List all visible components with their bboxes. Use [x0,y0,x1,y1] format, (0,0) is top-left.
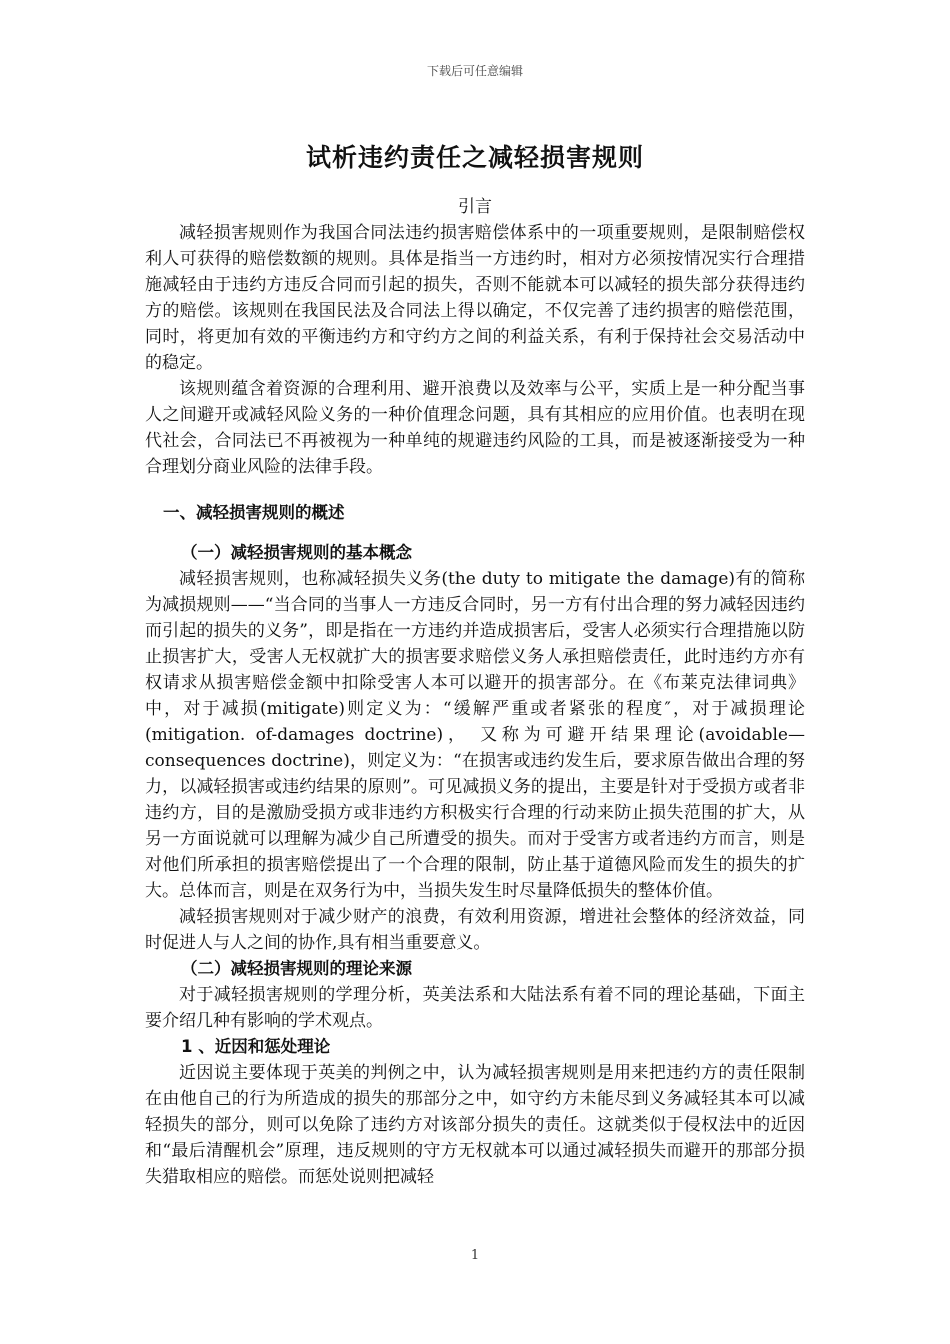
page-number: 1 [470,1248,480,1263]
section-1-2-heading: （二）减轻损害规则的理论来源 [181,959,412,978]
section-1-heading: 一、减轻损害规则的概述 [163,503,345,522]
intro-heading: 引言 [458,197,492,217]
subsection-paragraph-1: 近因说主要体现于英美的判例之中，认为减轻损害规则是用来把违约方的责任限制在由他自己的行为所造成的损失的那部分之中，如守约方未能尽到义务减轻其本可以减轻损失的部分，则可以免除了违约方对该部分损失的责任。这就类似于侵权法中的近因和“最后清醒机会”原理，违反规则的守方无权就本可以通过减轻损失而避开的那部分损失猎取相应的赔偿。而惩处说则把减轻 [145,1063,805,1187]
section-1-1-paragraph-1: 减轻损害规则，也称减轻损失义务(the duty to mitigate the damage)有的简称为减损规则——“当合同的当事人一方违反合同时，另一方有付出合理的努力减轻因违约而引起的损失的义务”，即是指在一方违约并造成损害后，受害人必须实行合理措施以防止损害扩大，受害人无权就扩大的损害要求赔偿义务人承担赔偿责任，此时违约方亦有权请求从损害赔偿金额中扣除受害人本可以避开的损害部分。在《布莱克法律词典》中，对于减损(mitigate)则定义为：“缓解严重或者紧张的程度″，对于减损理论(mitigation. of-damages doctrine)， 又称为可避开结果理论(avoidable—consequences doctrine)，则定义为：“在损害或违约发生后，要求原告做出合理的努力，以减轻损害或违约结果的原则”。可见减损义务的提出，主要是针对于受损方或者非违约方，目的是激励受损方或非违约方积极实行合理的行动来防止损失范围的扩大，从另一方面说就可以理解为减少自己所遭受的损失。而对于受害方或者违约方而言，则是对他们所承担的损害赔偿提出了一个合理的限制，防止基于道德风险而发生的损失的扩大。总体而言，则是在双务行为中，当损失发生时尽量降低损失的整体价值。 [145,569,805,901]
section-1-1-paragraph-2: 减轻损害规则对于减少财产的浪费，有效利用资源，增进社会整体的经济效益，同时促进人与人之间的协作,具有相当重要意义。 [145,907,805,953]
intro-paragraph-1: 减轻损害规则作为我国合同法违约损害赔偿体系中的一项重要规则，是限制赔偿权利人可获得的赔偿数额的规则。具体是指当一方违约时，相对方必须按情况实行合理措施减轻由于违约方违反合同而引起的损失，否则不能就本可以减轻的损失部分获得违约方的赔偿。该规则在我国民法及合同法上得以确定，不仅完善了违约损害的赔偿范围，同时，将更加有效的平衡违约方和守约方之间的利益关系，有利于保持社会交易活动中的稳定。 [145,223,805,373]
page-header: 下载后可任意编辑 [426,64,523,78]
document-body [145,138,805,1190]
section-1-2-paragraph-1: 对于减轻损害规则的学理分析，英美法系和大陆法系有着不同的理论基础，下面主要介绍几种有影响的学术观点。 [145,985,805,1031]
document-title: 试析违约责任之减轻损害规则 [305,143,644,172]
intro-paragraph-2: 该规则蕴含着资源的合理利用、避开浪费以及效率与公平，实质上是一种分配当事人之间避开或减轻风险义务的一种价值理念问题，具有其相应的应用价值。也表明在现代社会，合同法已不再被视为一种单纯的规避违约风险的工具，而是被逐渐接受为一种合理划分商业风险的法律手段。 [145,379,805,477]
subsection-heading: 1 、近因和惩处理论 [181,1037,331,1056]
section-1-1-heading: （一）减轻损害规则的基本概念 [181,543,412,562]
